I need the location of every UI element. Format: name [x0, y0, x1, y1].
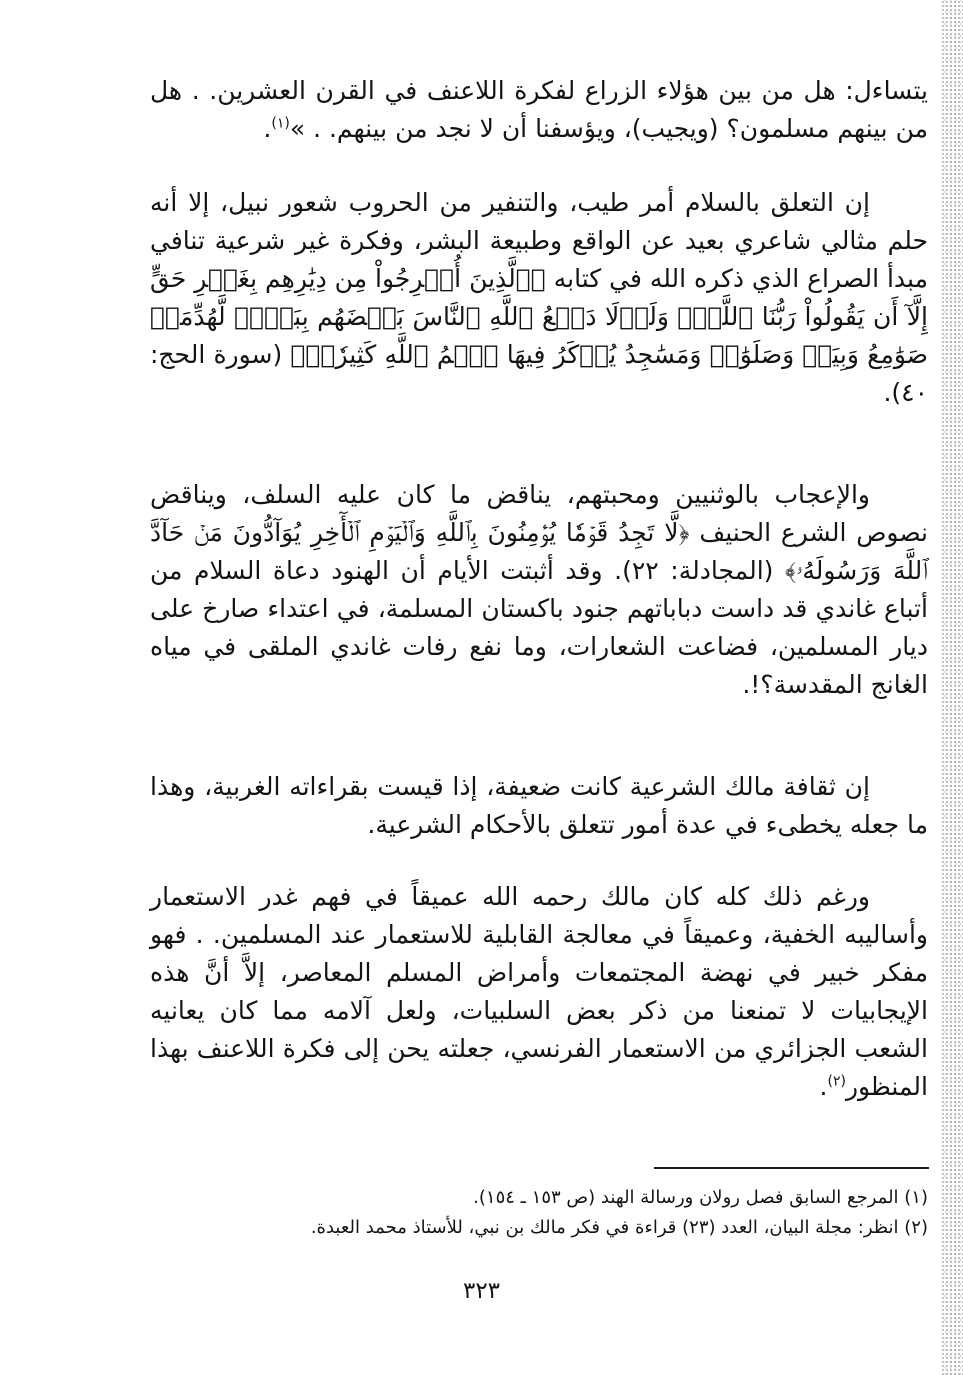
- scan-edge-noise: [941, 0, 963, 1375]
- paragraph-4: [150, 768, 928, 844]
- footnote-1: (١) المرجع السابق فصل رولان ورسالة الهند (ص ١٥٣ ـ ١٥٤).: [473, 1187, 928, 1208]
- footnote-divider: [654, 1167, 929, 1169]
- paragraph-3-text: والإعجاب بالوثنيين ومحبتهم، يناقض ما كان عليه السلف، ويناقض نصوص الشرع الحنيف: [150, 480, 928, 547]
- paragraph-5-suffix: .: [819, 1072, 828, 1101]
- footnote-2: (٢) انظر: مجلة البيان، العدد (٢٣) قراءة في فكر مالك بن نبي، للأستاذ محمد العبدة.: [310, 1216, 928, 1238]
- paragraph-2: [150, 184, 928, 412]
- paragraph-1-text: يتساءل: هل من بين هؤلاء الزراع لفكرة اللاعنف في القرن العشرين. . هل من بينهم مسلمون؟ (ويجيب)، ويؤسفنا أن لا نجد من بينهم. . »: [150, 76, 928, 143]
- footnote-ref-2: (٢): [827, 1073, 846, 1090]
- paragraph-1: [150, 72, 928, 148]
- paragraph-2-citation: (سورة الحج: ٤٠).: [150, 340, 928, 407]
- footnotes: [150, 1183, 928, 1242]
- paragraph-2-text: إن التعلق بالسلام أمر طيب، والتنفير من الحروب شعور نبيل، إلا أنه حلم مثالي شاعري بعيد عن الواقع وطبيعة البشر، وفكرة غير شرعية تنافي مبدأ الصراع الذي ذكره الله في كتابه: [150, 188, 928, 293]
- paragraph-5: [150, 878, 928, 1106]
- paragraph-1-suffix: .: [263, 114, 272, 143]
- paragraph-4-text: إن ثقافة مالك الشرعية كانت ضعيفة، إذا قيست بقراءاته الغربية، وهذا ما جعله يخطىء في عدة أمور تتعلق بالأحكام الشرعية.: [150, 772, 928, 839]
- paragraph-3-continuation: (المجادلة: ٢٢). وقد أثبتت الأيام أن الهنود دعاة السلام من أتباع غاندي قد داست دباباتهم جنود باكستان المسلمة، في اعتداء صارخ على ديار المسلمين، فضاعت الشعارات، وما نفع رفات غاندي الملقى في مياه الغانج المقدسة؟!.: [150, 556, 928, 699]
- footnote-ref-1: (١): [271, 115, 290, 132]
- page-number: ٣٢٣: [462, 1278, 501, 1304]
- paragraph-3: [150, 476, 928, 704]
- quran-verse-hajj: ﴿ٱلَّذِينَ أُخۡرِجُواْ مِن دِيَٰرِهِم بِغَيۡرِ حَقٍّ إِلَّآ أَن يَقُولُواْ رَبُّنَا ٱللَّهُۗ وَلَوۡلَا دَفۡعُ ٱللَّهِ ٱلنَّاسَ بَعۡضَهُم بِبَعۡضٖ لَّهُدِّمَتۡ صَوَٰمِعُ وَبِيَعٞ وَصَلَوَٰتٞ وَمَسَٰجِدُ يُذۡكَرُ فِيهَا ٱسۡمُ ٱللَّهِ كَثِيرٗاۗ﴾: [150, 264, 928, 369]
- quran-verse-mujadila: ﴿لَّا تَجِدُ قَوۡمٗا يُؤۡمِنُونَ بِٱللَّهِ وَٱلۡيَوۡمِ ٱلۡأٓخِرِ يُوَآدُّونَ مَنۡ حَآدَّ ٱللَّهَ وَرَسُولَهُۥ﴾: [150, 518, 928, 585]
- paragraph-5-text: ورغم ذلك كله كان مالك رحمه الله عميقاً في فهم غدر الاستعمار وأساليبه الخفية، وعميقاً في معالجة القابلية للاستعمار عند المسلمين. . فهو مفكر خبير في نهضة المجتمعات وأمراض المسلم المعاصر، إلاَّ أنَّ هذه الإيجابيات لا تمنعنا من ذكر بعض السلبيات، ولعل آلامه مما كان يعانيه الشعب الجزائري من الاستعمار الفرنسي، جعلته يحن إلى فكرة اللاعنف بهذا المنظور: [150, 882, 928, 1101]
